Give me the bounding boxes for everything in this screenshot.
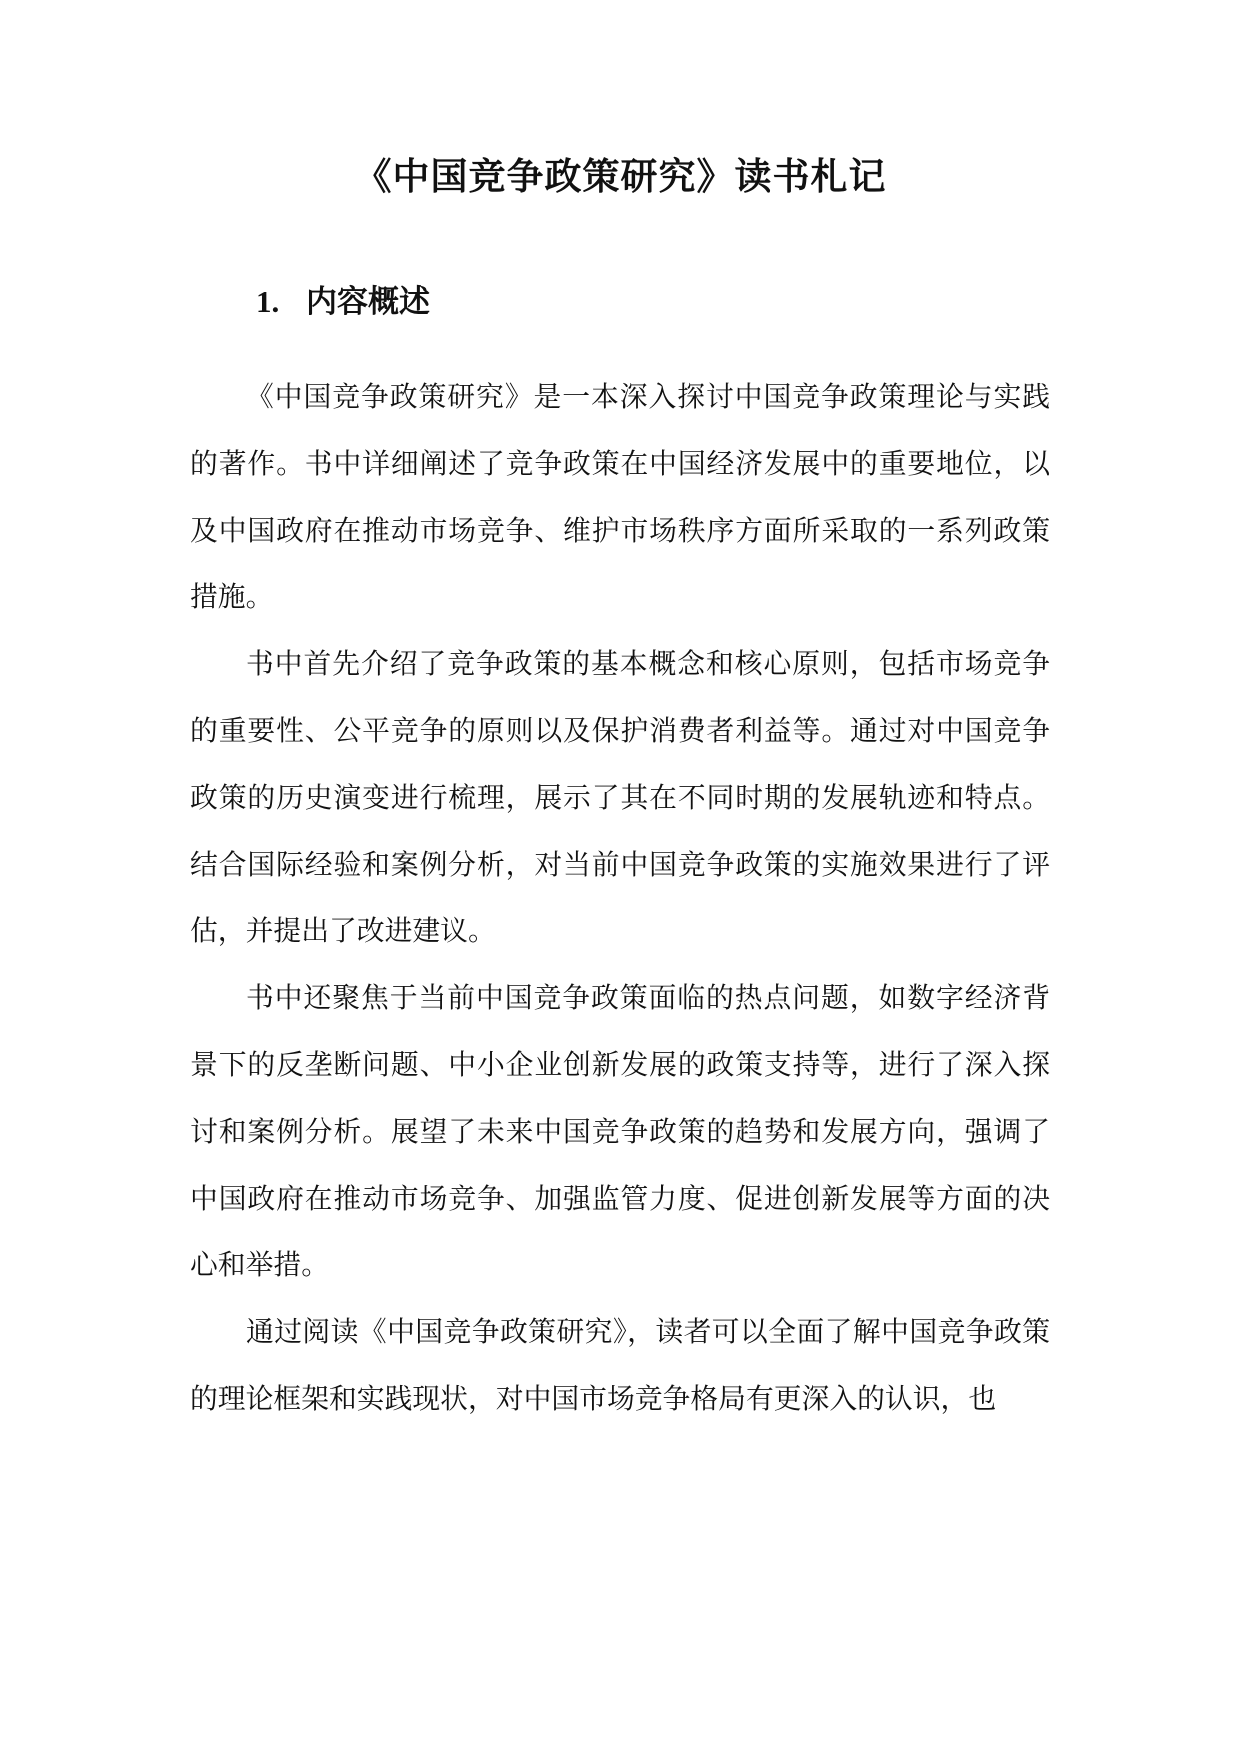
document-title: 《中国竞争政策研究》读书札记 — [354, 154, 887, 198]
section-heading-text: 内容概述 — [306, 284, 430, 320]
paragraph-2: 书中首先介绍了竞争政策的基本概念和核心原则，包括市场竞争的重要性、公平竞争的原则以及保护消费者利益等。通过对中国竞争政策的历史演变进行梳理，展示了其在不同时期的发展轨迹和特点。结合国际经验和案例分析，对当前中国竞争政策的实施效果进行了评估，并提出了改进建议。 — [190, 647, 1050, 948]
section-heading — [256, 280, 430, 324]
paragraph-1: 《中国竞争政策研究》是一本深入探讨中国竞争政策理论与实践的著作。书中详细阐述了竞争政策在中国经济发展中的重要地位，以及中国政府在推动市场竞争、维护市场秩序方面所采取的一系列政策措施。 — [190, 380, 1050, 614]
paragraph-4: 通过阅读《中国竞争政策研究》，读者可以全面了解中国竞争政策的理论框架和实践现状，对中国市场竞争格局有更深入的认识，也 — [190, 1315, 1050, 1415]
paragraph-3: 书中还聚焦于当前中国竞争政策面临的热点问题，如数字经济背景下的反垄断问题、中小企业创新发展的政策支持等，进行了深入探讨和案例分析。展望了未来中国竞争政策的趋势和发展方向，强调了中国政府在推动市场竞争、加强监管力度、促进创新发展等方面的决心和举措。 — [190, 981, 1050, 1282]
body-text — [190, 364, 1050, 1433]
section-number: 1. — [256, 284, 280, 319]
